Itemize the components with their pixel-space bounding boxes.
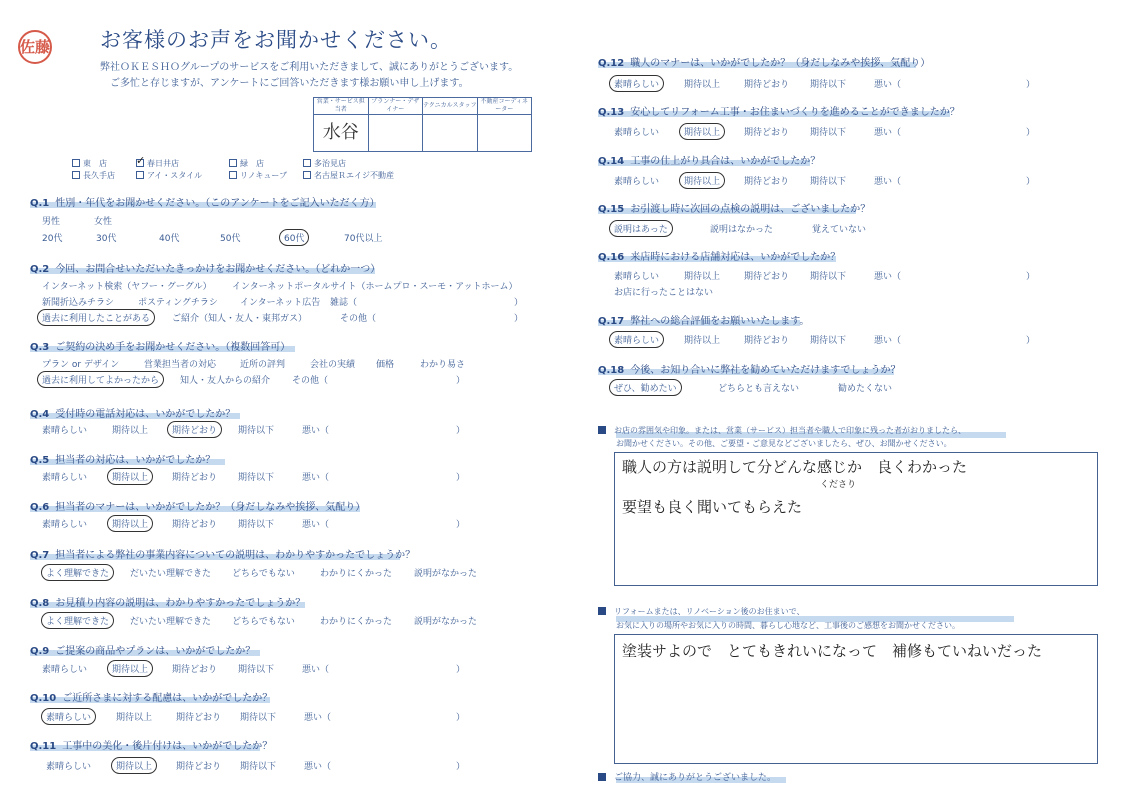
q14-excellent[interactable]: 素晴らしい	[614, 177, 660, 187]
q9-above-selected[interactable]: 期待以上	[107, 660, 153, 677]
q2-other-close: ）	[514, 314, 524, 324]
q7-heading: Q.7 担当者による弊社の事業内容についての説明は、わかりやすかったでしょうか？	[30, 550, 416, 561]
q7-understood-selected[interactable]: よく理解できた	[41, 564, 114, 581]
q3-heading: Q.3 ご契約の決め手をお聞かせください。（複数回答可）	[30, 342, 291, 353]
q3-plan-design[interactable]: プラン or デザイン	[42, 360, 120, 370]
q16-below[interactable]: 期待以下	[810, 272, 847, 282]
square-bullet-icon	[598, 607, 606, 615]
q13-below[interactable]: 期待以下	[810, 128, 847, 138]
q12-heading: Q.12 職人のマナーは、いかがでしたか？（身だしなみや挨拶、気配り）	[598, 58, 931, 69]
q18-recommend-selected[interactable]: ぜひ、勧めたい	[609, 379, 682, 396]
q2-posting-flyer[interactable]: ポスティングチラシ	[138, 298, 218, 308]
q12-above[interactable]: 期待以上	[684, 80, 721, 90]
staff-name-sales: 水谷	[314, 115, 369, 152]
q16-above[interactable]: 期待以上	[684, 272, 721, 282]
q3-track-record[interactable]: 会社の実績	[310, 360, 356, 370]
q5-below[interactable]: 期待以下	[238, 473, 275, 483]
q2-internet-ad[interactable]: インターネット広告	[240, 298, 321, 308]
q17-above[interactable]: 期待以上	[684, 336, 721, 346]
q16-excellent[interactable]: 素晴らしい	[614, 272, 660, 282]
q4-below[interactable]: 期待以下	[238, 426, 275, 436]
q9-heading: Q.9 ご提案の商品やプランは、いかがでしたか？	[30, 646, 256, 657]
q2-heading: Q.2 今回、お問合せいただいたきっかけをお聞かせください。（どれか一つ）	[30, 264, 381, 275]
q13-bad-close: ）	[1026, 128, 1036, 138]
staff-name-planner	[368, 115, 423, 152]
checkbox-checked-icon	[136, 159, 144, 167]
q16-expected[interactable]: 期待どおり	[744, 272, 790, 282]
intro-line-2: ご多忙と存じますが、アンケートにご回答いただきます様お願い申し上げます。	[110, 78, 469, 89]
q13-heading: Q.13 安心してリフォーム工事・お住まいづくりを進めることができましたか？	[598, 107, 960, 118]
q14-expected[interactable]: 期待どおり	[744, 177, 790, 187]
q5-bad-close: ）	[456, 473, 466, 483]
q4-expected-selected[interactable]: 期待どおり	[167, 421, 222, 438]
comment2-prompt-2: お気に入りの場所やお気に入りの時間、暮らし心地など、工事後のご感想をお聞かせください。	[616, 621, 960, 630]
q7-hard[interactable]: わかりにくかった	[320, 569, 393, 579]
q7-none[interactable]: 説明がなかった	[414, 569, 478, 579]
q17-bad-close: ）	[1026, 336, 1036, 346]
q3-clarity[interactable]: わかり易さ	[420, 360, 466, 370]
comment1-handwriting-2: 要望も良く聞いてもらえた	[622, 498, 803, 516]
q1-age-50[interactable]: 50代	[220, 234, 241, 244]
q16-bad-close: ）	[1026, 272, 1036, 282]
q10-bad[interactable]: 悪い（	[304, 713, 332, 723]
q14-bad[interactable]: 悪い（	[874, 177, 902, 187]
q5-excellent[interactable]: 素晴らしい	[42, 473, 88, 483]
q11-above-selected[interactable]: 期待以上	[111, 757, 157, 774]
q13-above-selected[interactable]: 期待以上	[679, 123, 725, 140]
q1-age-60-selected[interactable]: 60代	[279, 229, 309, 246]
q2-past-use-selected[interactable]: 過去に利用したことがある	[37, 309, 155, 326]
q17-excellent-selected[interactable]: 素晴らしい	[609, 331, 664, 348]
staff-table	[313, 97, 532, 152]
q7-neither[interactable]: どちらでもない	[232, 569, 295, 579]
q12-excellent-selected[interactable]: 素晴らしい	[609, 75, 664, 92]
q18-heading: Q.18 今後、お知り合いに弊社を勧めていただけますでしょうか？	[598, 365, 901, 376]
q2-magazine[interactable]: 雑誌（	[330, 298, 358, 308]
q3-reputation[interactable]: 近所の評判	[240, 360, 286, 370]
q6-above-selected[interactable]: 期待以上	[107, 515, 153, 532]
q2-internet-search[interactable]: インターネット検索（ヤフー・グーグル）	[42, 282, 212, 292]
q11-bad[interactable]: 悪い（	[304, 762, 332, 772]
comment1-prompt-2: お聞かせください。その他、ご要望・ご意見などございましたら、ぜひ、お聞かせください。	[616, 439, 952, 448]
q8-none[interactable]: 説明がなかった	[414, 617, 478, 627]
q3-other[interactable]: その他（	[292, 376, 329, 386]
q10-heading: Q.10 ご近所さまに対する配慮は、いかがでしたか？	[30, 693, 273, 704]
q11-below[interactable]: 期待以下	[240, 762, 277, 772]
q5-above-selected[interactable]: 期待以上	[107, 468, 153, 485]
checkbox-icon	[229, 171, 237, 179]
q1-age-70plus[interactable]: 70代以上	[344, 234, 383, 244]
q9-below[interactable]: 期待以下	[238, 665, 275, 675]
q11-expected[interactable]: 期待どおり	[176, 762, 222, 772]
q2-referral[interactable]: ご紹介（知人・友人・東邦ガス）	[172, 314, 308, 324]
q4-bad[interactable]: 悪い（	[302, 426, 330, 436]
q6-excellent[interactable]: 素晴らしい	[42, 520, 88, 530]
q16-heading: Q.16 来店時における店舗対応は、いかがでしたか？	[598, 252, 841, 263]
q8-heading: Q.8 お見積り内容の説明は、わかりやすかったでしょうか？	[30, 598, 306, 609]
q10-expected[interactable]: 期待どおり	[176, 713, 222, 723]
q6-heading: Q.6 担当者のマナーは、いかがでしたか？（身だしなみや挨拶、気配り）	[30, 502, 366, 513]
q5-bad[interactable]: 悪い（	[302, 473, 330, 483]
q8-hard[interactable]: わかりにくかった	[320, 617, 393, 627]
q12-expected[interactable]: 期待どおり	[744, 80, 790, 90]
footer-thanks: ご協力、誠にありがとうございました。	[598, 770, 776, 783]
checkbox-icon	[303, 159, 311, 167]
q14-bad-close: ）	[1026, 177, 1036, 187]
store-checkbox-renocube[interactable]: リノキューブ	[229, 170, 287, 181]
comment1-handwriting-note: くださり	[820, 480, 857, 490]
staff-header-technical: テクニカルスタッフ	[423, 98, 478, 115]
q3-past-use-selected[interactable]: 過去に利用してよかったから	[37, 371, 164, 388]
q12-bad-close: ）	[1026, 80, 1036, 90]
q9-bad[interactable]: 悪い（	[302, 665, 330, 675]
q6-bad[interactable]: 悪い（	[302, 520, 330, 530]
q1-age-30[interactable]: 30代	[96, 234, 117, 244]
comment2-prompt-1: リフォームまたは、リノベーション後のお住まいで、	[598, 606, 804, 617]
q4-bad-close: ）	[456, 426, 466, 436]
checkbox-icon	[136, 171, 144, 179]
q6-expected[interactable]: 期待どおり	[172, 520, 218, 530]
q16-bad[interactable]: 悪い（	[874, 272, 902, 282]
q14-above-selected[interactable]: 期待以上	[679, 172, 725, 189]
q4-above[interactable]: 期待以上	[112, 426, 149, 436]
q16-never-visited[interactable]: お店に行ったことはない	[614, 288, 714, 298]
staff-name-realestate	[477, 115, 532, 152]
q15-dont-remember[interactable]: 覚えていない	[812, 225, 867, 235]
store-checkbox-tajimi[interactable]: 多治見店	[303, 158, 346, 169]
q15-explained-selected[interactable]: 説明はあった	[609, 220, 673, 237]
staff-header-sales: 営業・サービス担当者	[314, 98, 369, 115]
q8-understood-selected[interactable]: よく理解できた	[41, 612, 114, 629]
q3-other-close: ）	[456, 376, 466, 386]
checkbox-icon	[303, 171, 311, 179]
q2-magazine-close: ）	[514, 298, 524, 308]
q10-below[interactable]: 期待以下	[240, 713, 277, 723]
q6-below[interactable]: 期待以下	[238, 520, 275, 530]
q13-excellent[interactable]: 素晴らしい	[614, 128, 660, 138]
q4-excellent[interactable]: 素晴らしい	[42, 426, 88, 436]
q8-neither[interactable]: どちらでもない	[232, 617, 295, 627]
q1-age-20[interactable]: 20代	[42, 234, 63, 244]
store-checkbox-kasugai[interactable]: ✓ 春日井店	[136, 158, 179, 169]
page-title: お客様のお声をお聞かせください。	[100, 28, 452, 52]
q2-portal-site[interactable]: インターネットポータルサイト（ホームプロ・スーモ・アットホーム）	[232, 282, 518, 292]
square-bullet-icon	[598, 426, 606, 434]
q17-heading: Q.17 弊社への総合評価をお願いいたします。	[598, 316, 810, 327]
q17-bad[interactable]: 悪い（	[874, 336, 902, 346]
q8-mostly[interactable]: だいたい理解できた	[130, 617, 212, 627]
q18-neither[interactable]: どちらとも言えない	[718, 384, 800, 394]
q5-heading: Q.5 担当者の対応は、いかがでしたか？	[30, 455, 216, 466]
q15-heading: Q.15 お引渡し時に次回の点検の説明は、ございましたか？	[598, 204, 871, 215]
q9-bad-close: ）	[456, 665, 466, 675]
checkbox-icon	[72, 159, 80, 167]
q3-acquaintance[interactable]: 知人・友人からの紹介	[180, 376, 271, 386]
q6-bad-close: ）	[456, 520, 466, 530]
comment2-handwriting-1: 塗装サよので とてもきれいになって 補修もていねいだった	[622, 642, 1043, 660]
q12-below[interactable]: 期待以下	[810, 80, 847, 90]
q5-expected[interactable]: 期待どおり	[172, 473, 218, 483]
q2-newspaper-flyer[interactable]: 新聞折込みチラシ	[42, 298, 115, 308]
checkbox-icon	[72, 171, 80, 179]
q1-heading: Q.1 性別・年代をお聞かせください。（このアンケートをご記入いただく方）	[30, 198, 380, 209]
q3-price[interactable]: 価格	[376, 360, 395, 370]
q7-mostly[interactable]: だいたい理解できた	[130, 569, 212, 579]
q12-bad[interactable]: 悪い（	[874, 80, 902, 90]
intro-line-1: 弊社ＯＫＥＳＨＯグループのサービスをご利用いただきまして、誠にありがとうございます。	[100, 62, 519, 73]
q17-expected[interactable]: 期待どおり	[744, 336, 790, 346]
q4-heading: Q.4 受付時の電話対応は、いかがでしたか？	[30, 409, 236, 420]
q10-excellent-selected[interactable]: 素晴らしい	[41, 708, 96, 725]
q2-other[interactable]: その他（	[340, 314, 377, 324]
q14-below[interactable]: 期待以下	[810, 177, 847, 187]
q1-age-40[interactable]: 40代	[159, 234, 180, 244]
checkbox-icon	[229, 159, 237, 167]
store-checkbox-higashi[interactable]: 東 店	[72, 158, 107, 169]
q3-sales-staff[interactable]: 営業担当者の対応	[144, 360, 217, 370]
store-checkbox-nagoya-rage[interactable]: 名古屋Ｒエイジ不動産	[303, 170, 394, 181]
q14-heading: Q.14 工事の仕上がり具合は、いかがでしたか？	[598, 156, 821, 167]
q13-bad[interactable]: 悪い（	[874, 128, 902, 138]
comment1-handwriting-1: 職人の方は説明して分どんな感じか 良くわかった	[622, 458, 968, 476]
q11-excellent[interactable]: 素晴らしい	[46, 762, 92, 772]
q9-excellent[interactable]: 素晴らしい	[42, 665, 88, 675]
q13-expected[interactable]: 期待どおり	[744, 128, 790, 138]
q10-bad-close: ）	[456, 713, 466, 723]
store-checkbox-midori[interactable]: 緑 店	[229, 158, 264, 169]
square-bullet-icon	[598, 773, 606, 781]
store-checkbox-istyle[interactable]: アイ・スタイル	[136, 170, 202, 181]
store-checkbox-nagakute[interactable]: 長久手店	[72, 170, 115, 181]
q9-expected[interactable]: 期待どおり	[172, 665, 218, 675]
comment1-prompt-1: お店の雰囲気や印象。または、営業（サービス）担当者や職人で印象に残った者がおりましたら、	[598, 425, 966, 436]
q1-female[interactable]: 女性	[94, 217, 113, 227]
q15-not-explained[interactable]: 説明はなかった	[710, 225, 774, 235]
seal-stamp: 佐藤	[18, 30, 52, 64]
q18-no-recommend[interactable]: 勧めたくない	[838, 384, 893, 394]
q10-above[interactable]: 期待以上	[116, 713, 153, 723]
q17-below[interactable]: 期待以下	[810, 336, 847, 346]
q11-bad-close: ）	[456, 762, 466, 772]
staff-name-technical	[423, 115, 478, 152]
staff-header-planner: プランナー・デザイナー	[368, 98, 423, 115]
q1-male[interactable]: 男性	[42, 217, 61, 227]
q11-heading: Q.11 工事中の美化・後片付けは、いかがでしたか？	[30, 741, 273, 752]
staff-header-realestate: 不動産コーディネーター	[477, 98, 532, 115]
